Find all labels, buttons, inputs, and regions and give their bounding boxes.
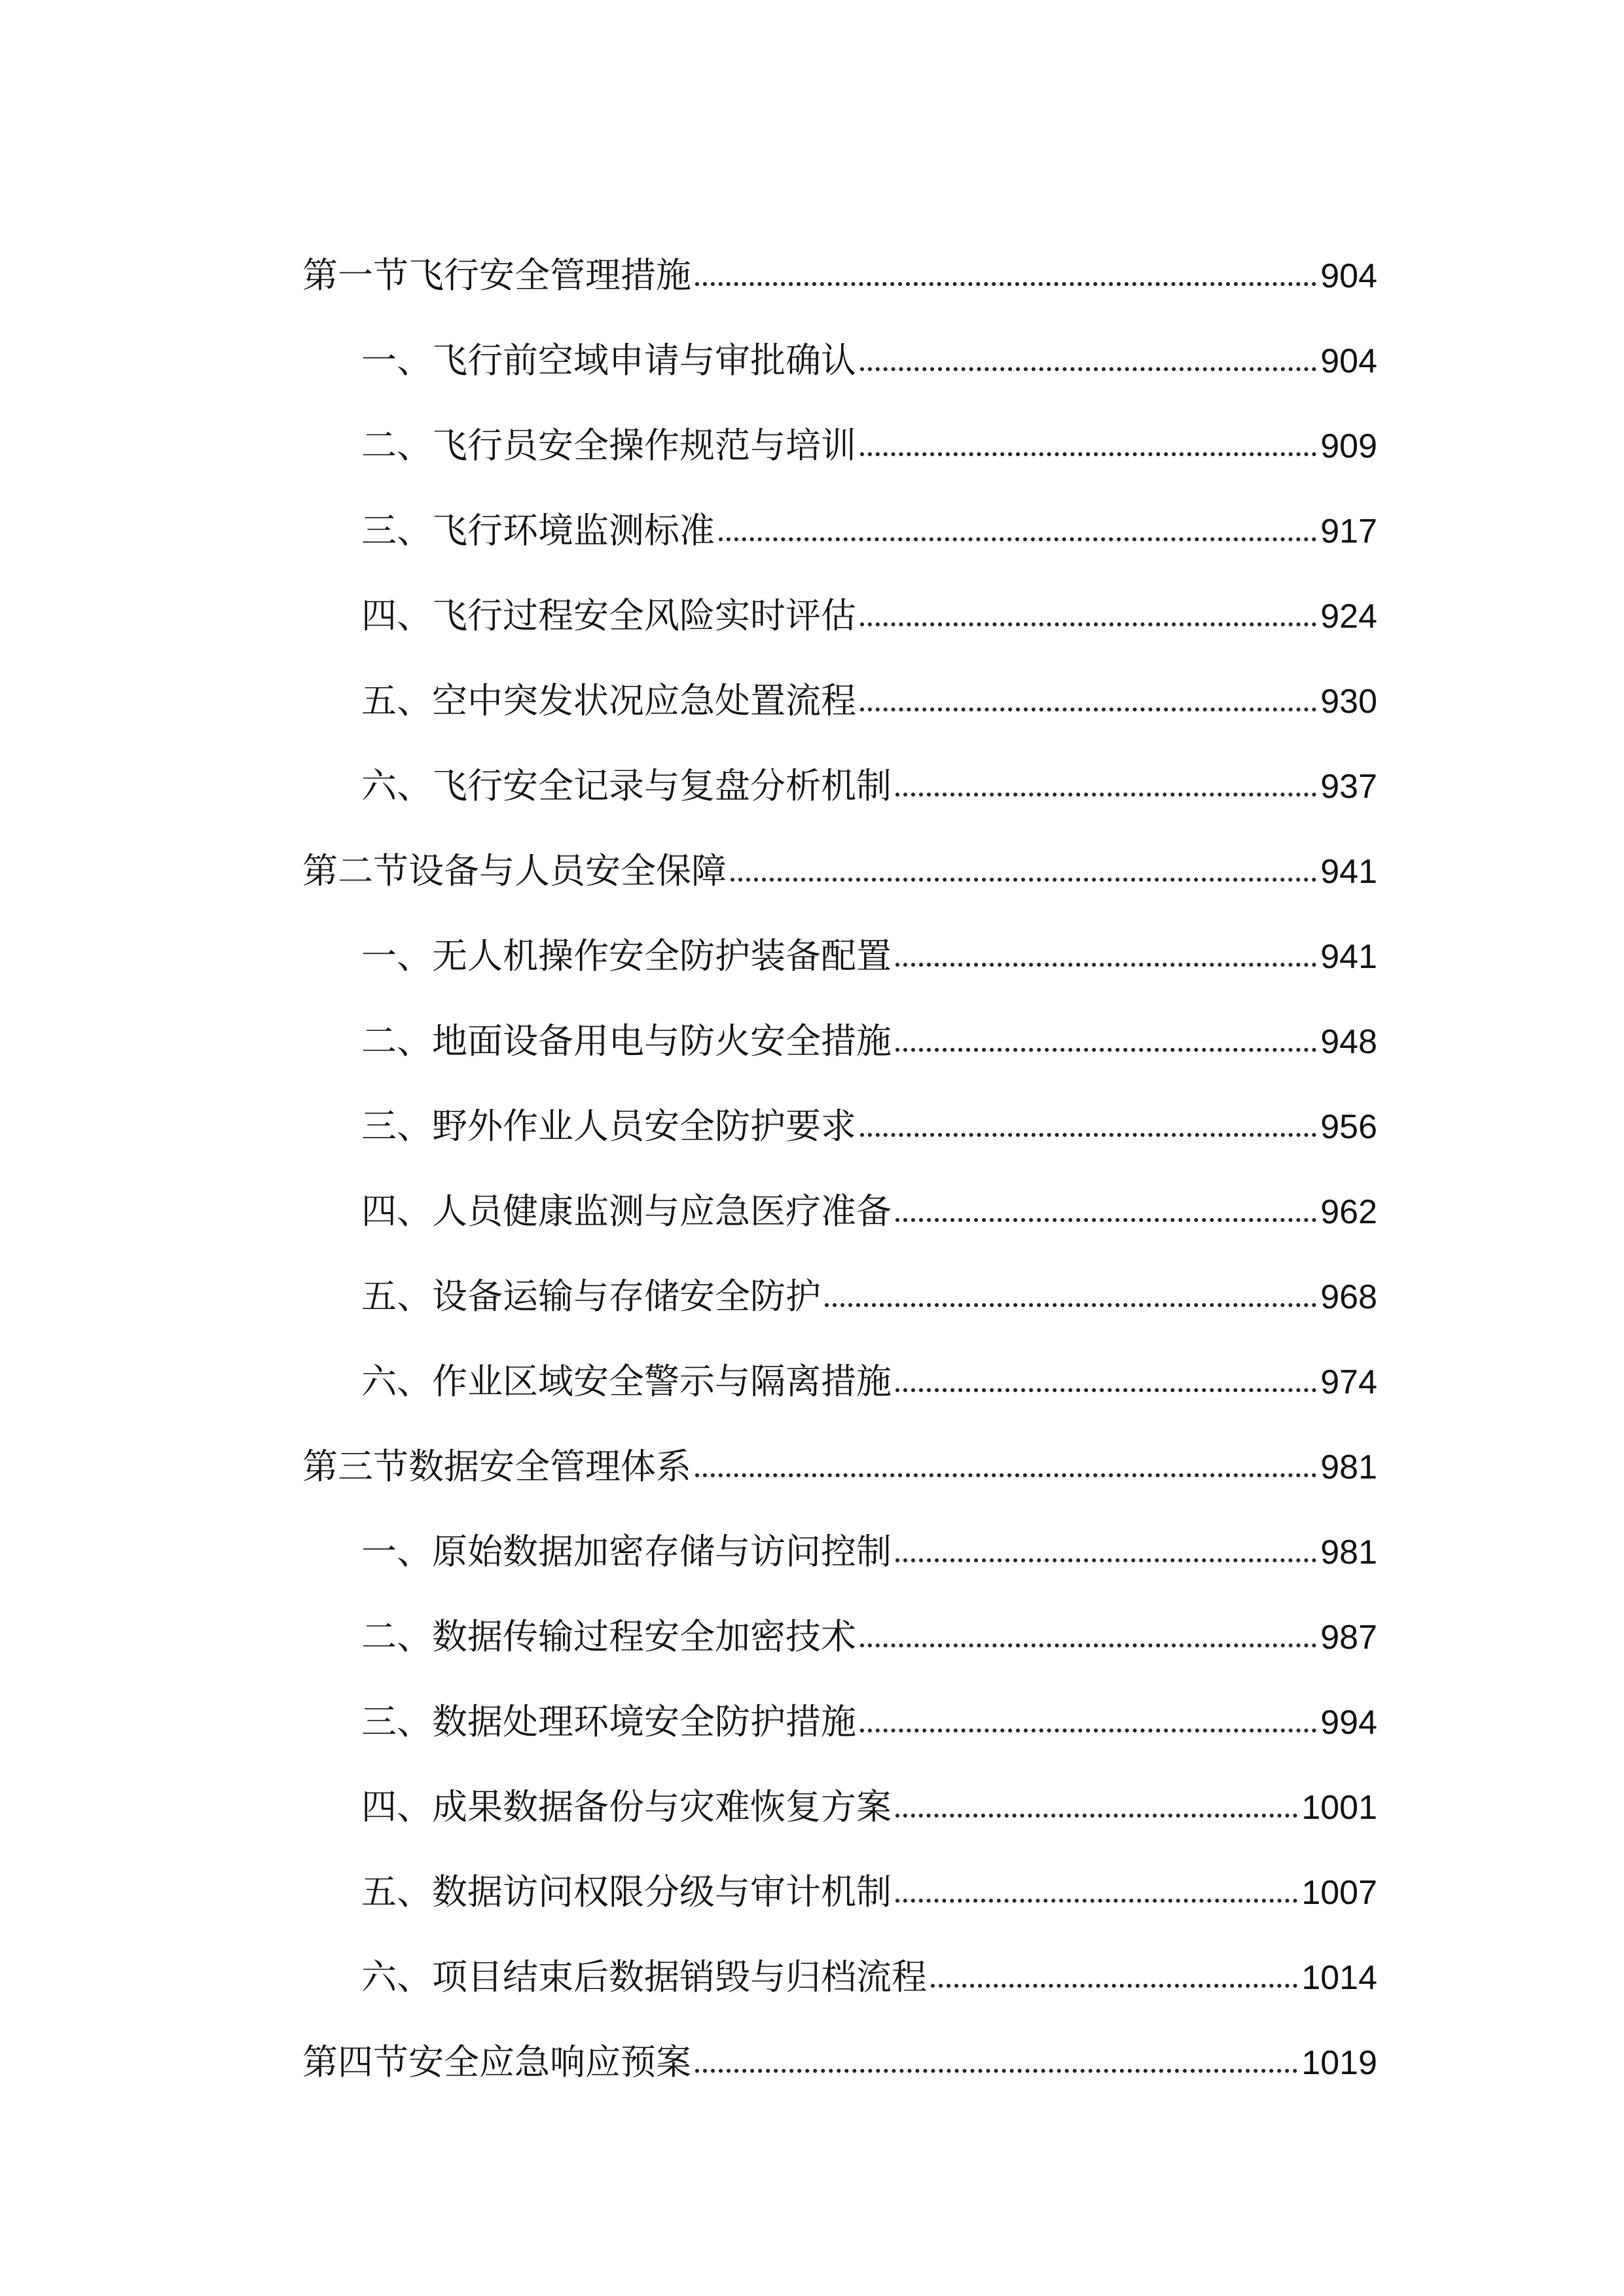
toc-entry-subsection[interactable] — [302, 974, 1377, 1062]
toc-entry-title: 二、地面设备用电与防火安全措施 — [361, 1020, 892, 1062]
toc-entry-subsection[interactable] — [302, 1314, 1377, 1402]
toc-entry-section[interactable] — [302, 1399, 1377, 1487]
dot-leader — [895, 1814, 1297, 1818]
toc-entry-title: 五、设备运输与存储安全防护 — [361, 1276, 821, 1317]
toc-entry-page: 1001 — [1301, 1789, 1377, 1827]
toc-entry-page: 941 — [1320, 938, 1377, 976]
toc-entry-page: 924 — [1320, 598, 1377, 636]
toc-entry-subsection[interactable] — [302, 889, 1377, 977]
dot-leader — [860, 622, 1316, 626]
dot-leader — [731, 878, 1316, 882]
toc-entry-page: 917 — [1320, 512, 1377, 550]
dot-leader — [895, 1558, 1316, 1562]
toc-entry-page: 904 — [1320, 257, 1377, 295]
toc-entry-page: 987 — [1320, 1619, 1377, 1657]
toc-entry-title: 二、飞行员安全操作规范与培训 — [361, 425, 856, 466]
toc-entry-page: 1014 — [1301, 1959, 1377, 1997]
toc-entry-page: 948 — [1320, 1023, 1377, 1061]
toc-entry-title: 六、项目结束后数据销毁与归档流程 — [361, 1956, 927, 1998]
toc-entry-page: 1007 — [1301, 1874, 1377, 1912]
toc-entry-title: 第一节飞行安全管理措施 — [302, 255, 691, 296]
toc-entry-section[interactable] — [302, 804, 1377, 889]
toc-entry-page: 909 — [1320, 427, 1377, 465]
toc-entry-title: 四、成果数据备份与灾难恢复方案 — [361, 1786, 892, 1827]
toc-entry-section[interactable] — [302, 208, 1377, 296]
toc-entry-page: 956 — [1320, 1108, 1377, 1146]
toc-entry-page: 994 — [1320, 1704, 1377, 1742]
toc-entry-title: 第三节数据安全管理体系 — [302, 1446, 691, 1487]
toc-entry-title: 三、数据处理环境安全防护措施 — [361, 1701, 856, 1742]
toc-entry-title: 一、飞行前空域申请与审批确认 — [361, 340, 856, 381]
toc-entry-section[interactable] — [302, 1995, 1377, 2083]
toc-entry-page: 1019 — [1301, 2044, 1377, 2082]
dot-leader — [860, 1729, 1316, 1732]
toc-entry-subsection[interactable] — [302, 1655, 1377, 1740]
toc-entry-page: 904 — [1320, 342, 1377, 380]
toc-entry-page: 981 — [1320, 1448, 1377, 1486]
toc-entry-page: 981 — [1320, 1534, 1377, 1571]
toc-entry-page: 937 — [1320, 768, 1377, 806]
dot-leader — [695, 282, 1316, 286]
toc-entry-title: 五、数据访问权限分级与审计机制 — [361, 1871, 892, 1912]
toc-entry-title: 四、人员健康监测与应急医疗准备 — [361, 1191, 892, 1232]
dot-leader — [695, 1473, 1316, 1477]
toc-entry-page: 968 — [1320, 1278, 1377, 1316]
dot-leader — [895, 1218, 1316, 1222]
toc-entry-title: 六、作业区域安全警示与隔离措施 — [361, 1361, 892, 1402]
toc-entry-title: 三、野外作业人员安全防护要求 — [361, 1105, 856, 1147]
toc-entry-title: 六、飞行安全记录与复盘分析机制 — [361, 765, 892, 806]
toc-entry-page: 930 — [1320, 683, 1377, 721]
toc-entry-subsection[interactable] — [302, 293, 1377, 381]
toc-entry-title: 一、无人机操作安全防护装备配置 — [361, 935, 892, 977]
dot-leader — [931, 1984, 1297, 1988]
dot-leader — [860, 367, 1316, 371]
toc-entry-subsection[interactable] — [302, 1229, 1377, 1317]
toc-entry-title: 第二节设备与人员安全保障 — [302, 850, 727, 891]
dot-leader — [825, 1303, 1316, 1307]
toc-entry-title: 一、原始数据加密存储与访问控制 — [361, 1531, 892, 1572]
toc-entry-subsection[interactable] — [302, 1825, 1377, 1910]
dot-leader — [860, 1643, 1316, 1647]
toc-entry-title: 第四节安全应急响应预案 — [302, 2041, 691, 2083]
dot-leader — [860, 452, 1316, 456]
toc-entry-subsection[interactable] — [302, 1570, 1377, 1655]
dot-leader — [895, 1048, 1316, 1052]
toc-entry-subsection[interactable] — [302, 1910, 1377, 1998]
toc-entry-subsection[interactable] — [302, 1144, 1377, 1232]
toc-entry-page: 974 — [1320, 1363, 1377, 1401]
toc-entry-subsection[interactable] — [302, 1059, 1377, 1147]
toc-entry-title: 五、空中突发状况应急处置流程 — [361, 680, 856, 721]
dot-leader — [860, 1133, 1316, 1137]
toc-entry-subsection[interactable] — [302, 548, 1377, 634]
toc-entry-page: 941 — [1320, 853, 1377, 891]
toc-entry-subsection[interactable] — [302, 1740, 1377, 1825]
table-of-contents — [302, 208, 1377, 2083]
dot-leader — [860, 708, 1316, 711]
toc-entry-page: 962 — [1320, 1193, 1377, 1231]
toc-entry-subsection[interactable] — [302, 463, 1377, 551]
toc-entry-subsection[interactable] — [302, 719, 1377, 804]
toc-entry-title: 四、飞行过程安全风险实时评估 — [361, 595, 856, 636]
toc-entry-subsection[interactable] — [302, 1484, 1377, 1570]
dot-leader — [695, 2069, 1297, 2073]
toc-entry-title: 三、飞行环境监测标准 — [361, 510, 715, 551]
dot-leader — [895, 1388, 1316, 1392]
toc-entry-subsection[interactable] — [302, 378, 1377, 466]
dot-leader — [719, 537, 1316, 541]
toc-entry-title: 二、数据传输过程安全加密技术 — [361, 1616, 856, 1657]
dot-leader — [895, 793, 1316, 797]
toc-entry-subsection[interactable] — [302, 634, 1377, 719]
dot-leader — [895, 963, 1316, 967]
dot-leader — [895, 1899, 1297, 1903]
